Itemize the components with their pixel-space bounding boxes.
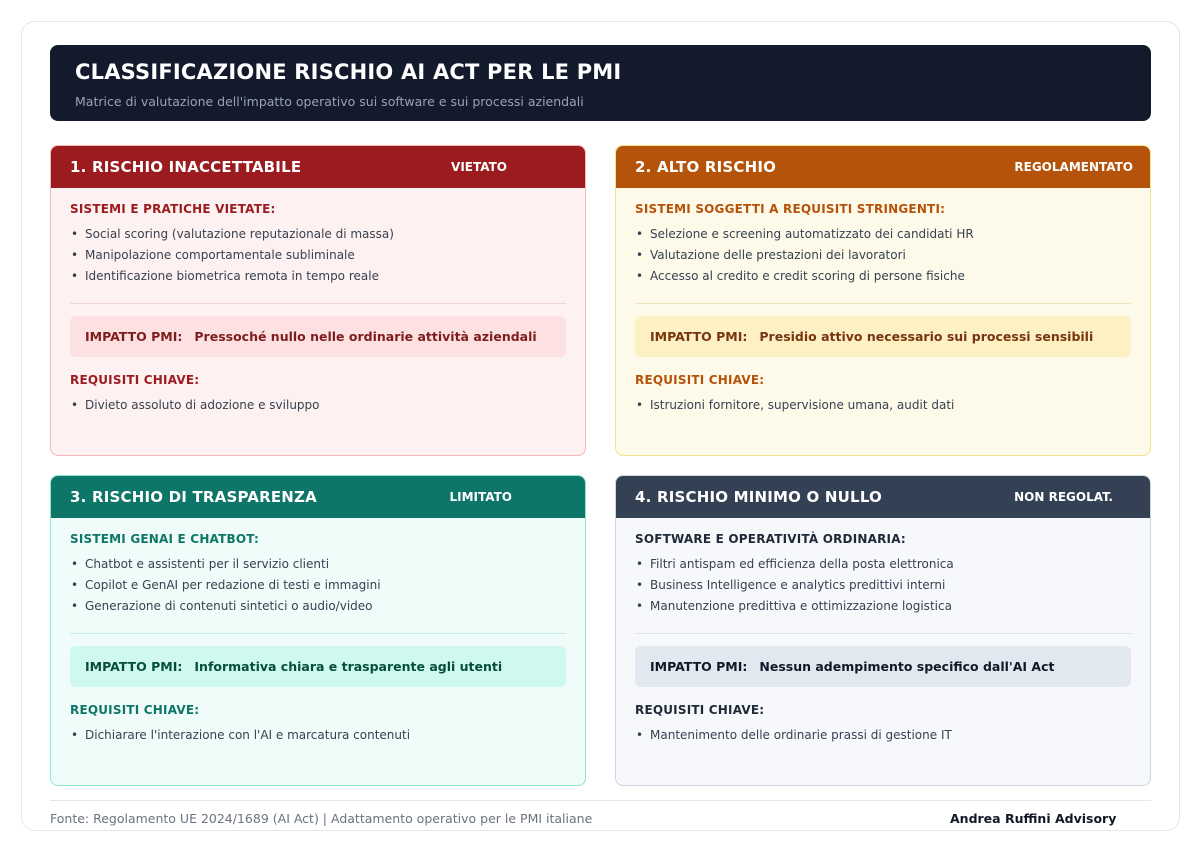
- impact-label: IMPATTO PMI:: [85, 329, 183, 344]
- divider: [70, 633, 566, 634]
- list-item: • Manutenzione predittiva e ottimizzazione logistica: [635, 596, 1131, 617]
- divider: [635, 303, 1131, 304]
- risk-card-transparency: [50, 475, 586, 786]
- list-item: • Filtri antispam ed efficienza della posta elettronica: [635, 554, 1131, 575]
- systems-label: SISTEMI E PRATICHE VIETATE:: [70, 202, 276, 216]
- impact-value: Nessun adempimento specifico dall'AI Act: [759, 659, 1055, 674]
- list-item: • Mantenimento delle ordinarie prassi di gestione IT: [635, 725, 1131, 746]
- impact-box: [70, 646, 566, 687]
- footer-divider: [50, 800, 1151, 801]
- card-header: [616, 146, 1150, 188]
- systems-list: [70, 224, 566, 287]
- risk-card-minimal: [615, 475, 1151, 786]
- impact-box: [635, 316, 1131, 357]
- impact-label: IMPATTO PMI:: [85, 659, 183, 674]
- systems-label: SISTEMI GENAI E CHATBOT:: [70, 532, 259, 546]
- page-title: CLASSIFICAZIONE RISCHIO AI ACT PER LE PMI: [75, 60, 622, 84]
- requirements-label: REQUISITI CHIAVE:: [635, 703, 765, 717]
- requirements-label: REQUISITI CHIAVE:: [70, 373, 200, 387]
- footer-source: Fonte: Regolamento UE 2024/1689 (AI Act) | Adattamento operativo per le PMI italiane: [50, 811, 593, 826]
- list-item: • Manipolazione comportamentale subliminale: [70, 245, 566, 266]
- list-item: • Business Intelligence e analytics predittivi interni: [635, 575, 1131, 596]
- divider: [70, 303, 566, 304]
- list-item: • Copilot e GenAI per redazione di testi e immagini: [70, 575, 566, 596]
- page-subtitle: Matrice di valutazione dell'impatto operativo sui software e sui processi aziendali: [75, 94, 584, 109]
- card-title: 1. RISCHIO INACCETTABILE: [70, 158, 302, 176]
- impact-value: Informativa chiara e trasparente agli utenti: [194, 659, 503, 674]
- status-badge: REGOLAMENTATO: [1014, 160, 1133, 174]
- list-item: • Generazione di contenuti sintetici o audio/video: [70, 596, 566, 617]
- list-item: • Istruzioni fornitore, supervisione umana, audit dati: [635, 395, 1131, 416]
- requirements-list: [635, 725, 1131, 746]
- requirements-list: [635, 395, 1131, 416]
- list-item: • Social scoring (valutazione reputazionale di massa): [70, 224, 566, 245]
- systems-label: SOFTWARE E OPERATIVITÀ ORDINARIA:: [635, 532, 906, 546]
- list-item: • Chatbot e assistenti per il servizio clienti: [70, 554, 566, 575]
- list-item: • Dichiarare l'interazione con l'AI e marcatura contenuti: [70, 725, 566, 746]
- systems-list: [635, 554, 1131, 617]
- risk-card-unacceptable: [50, 145, 586, 456]
- requirements-label: REQUISITI CHIAVE:: [70, 703, 200, 717]
- list-item: • Selezione e screening automatizzato dei candidati HR: [635, 224, 1131, 245]
- requirements-list: [70, 395, 566, 416]
- card-title: 3. RISCHIO DI TRASPARENZA: [70, 488, 317, 506]
- risk-card-high: [615, 145, 1151, 456]
- systems-list: [635, 224, 1131, 287]
- impact-box: [70, 316, 566, 357]
- card-header: [616, 476, 1150, 518]
- list-item: • Accesso al credito e credit scoring di persone fisiche: [635, 266, 1131, 287]
- requirements-list: [70, 725, 566, 746]
- impact-label: IMPATTO PMI:: [650, 329, 748, 344]
- status-badge: LIMITATO: [449, 490, 512, 504]
- systems-label: SISTEMI SOGGETTI A REQUISITI STRINGENTI:: [635, 202, 946, 216]
- list-item: • Valutazione delle prestazioni dei lavoratori: [635, 245, 1131, 266]
- card-header: [51, 146, 585, 188]
- status-badge: NON REGOLAT.: [1014, 490, 1113, 504]
- page-header: [50, 45, 1151, 121]
- requirements-label: REQUISITI CHIAVE:: [635, 373, 765, 387]
- list-item: • Identificazione biometrica remota in tempo reale: [70, 266, 566, 287]
- impact-value: Pressoché nullo nelle ordinarie attività aziendali: [194, 329, 537, 344]
- card-header: [51, 476, 585, 518]
- card-title: 4. RISCHIO MINIMO O NULLO: [635, 488, 882, 506]
- systems-list: [70, 554, 566, 617]
- card-title: 2. ALTO RISCHIO: [635, 158, 777, 176]
- impact-value: Presidio attivo necessario sui processi sensibili: [759, 329, 1094, 344]
- divider: [635, 633, 1131, 634]
- status-badge: VIETATO: [451, 160, 507, 174]
- footer-brand: Andrea Ruffini Advisory: [950, 811, 1117, 826]
- list-item: • Divieto assoluto di adozione e sviluppo: [70, 395, 566, 416]
- impact-label: IMPATTO PMI:: [650, 659, 748, 674]
- impact-box: [635, 646, 1131, 687]
